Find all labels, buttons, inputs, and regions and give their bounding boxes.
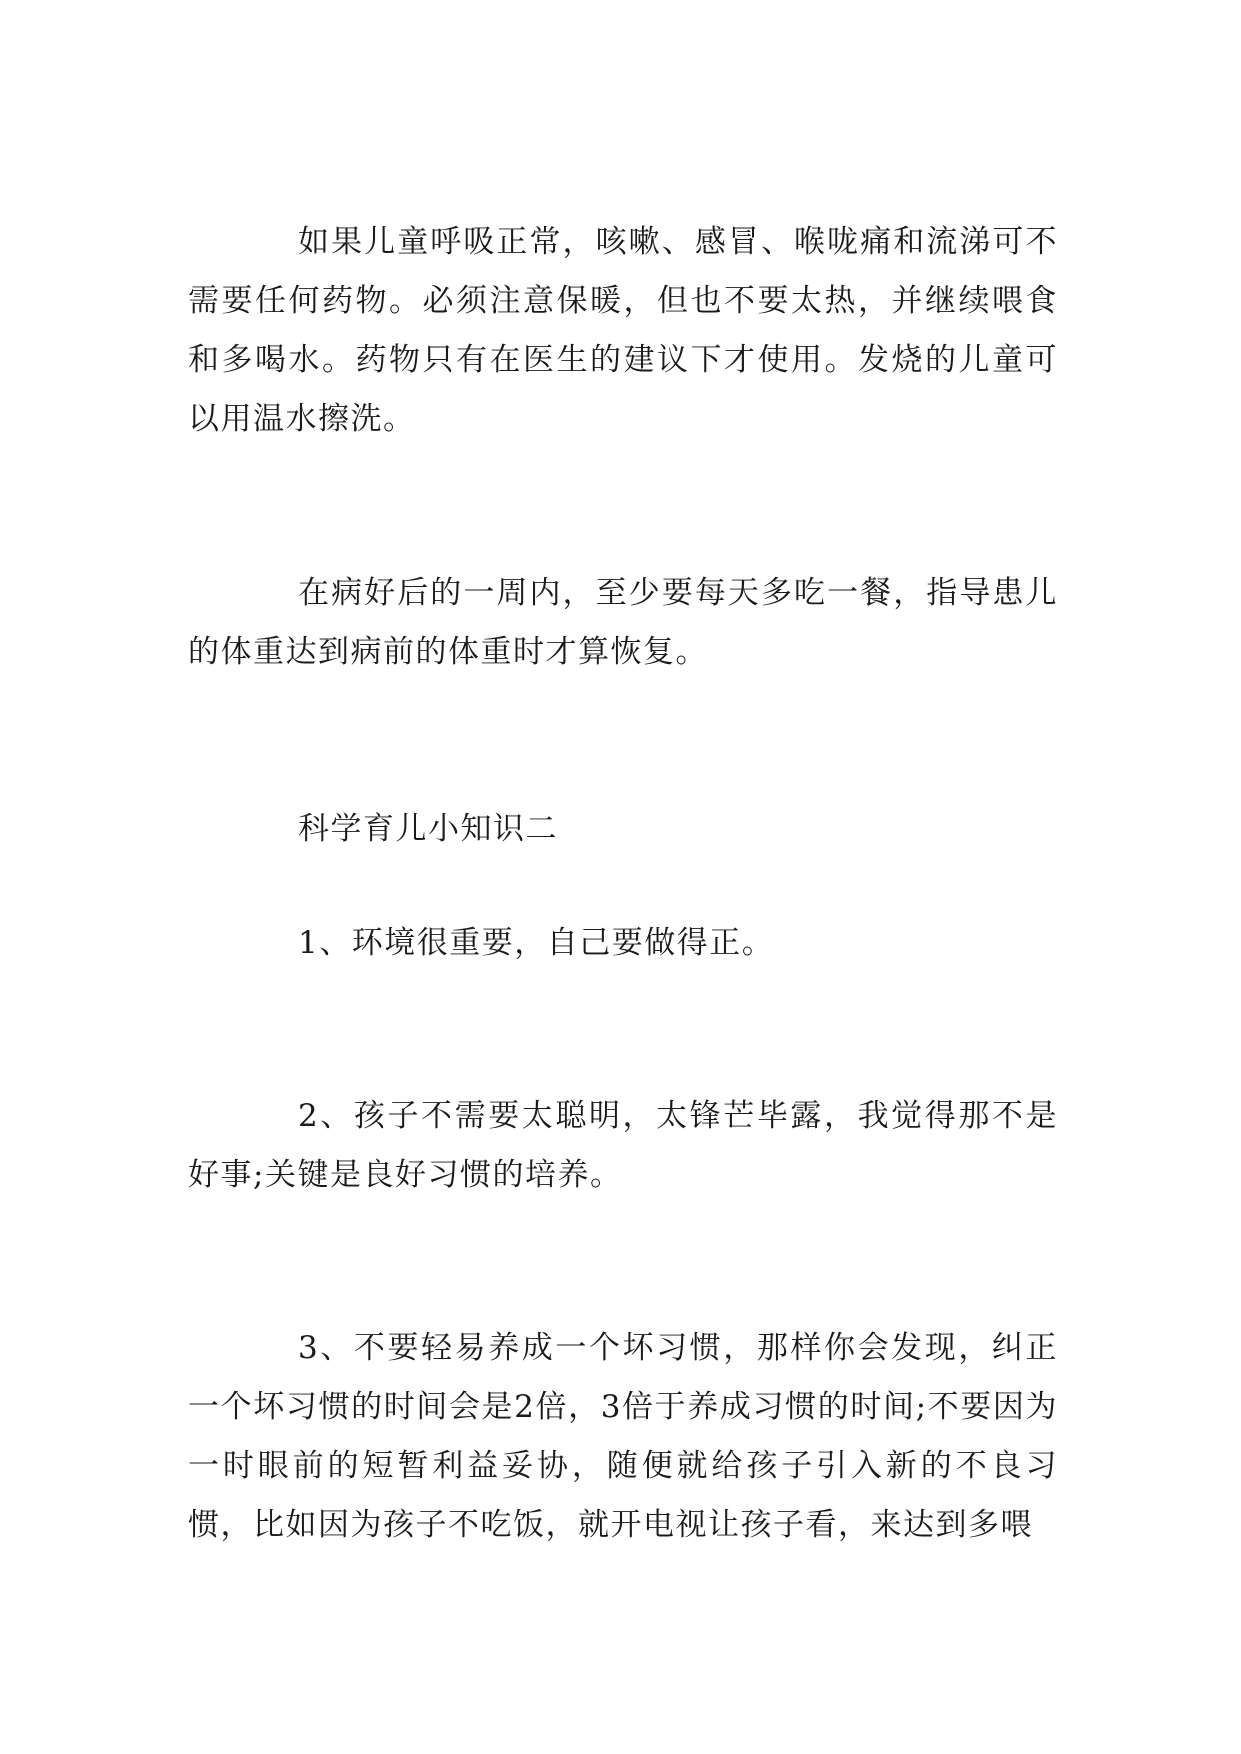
list-item-1: 1、环境很重要，自己要做得正。 <box>298 925 775 961</box>
list-item-2: 2、孩子不需要太聪明，太锋芒毕露，我觉得那不是好事;关键是良好习惯的培养。 <box>188 1098 1058 1193</box>
section-heading: 科学育儿小知识二 <box>298 811 558 847</box>
paragraph-recovery: 在病好后的一周内，至少要每天多吃一餐，指导患儿的体重达到病前的体重时才算恢复。 <box>188 575 1058 670</box>
paragraph-cold-care: 如果儿童呼吸正常，咳嗽、感冒、喉咙痛和流涕可不需要任何药物。必须注意保暖，但也不要太热，并继续喂食和多喝水。药物只有在医生的建议下才使用。发烧的儿童可以用温水擦洗。 <box>188 224 1058 437</box>
list-item-3: 3、不要轻易养成一个坏习惯，那样你会发现，纠正一个坏习惯的时间会是2倍，3倍于养成习惯的时间;不要因为一时眼前的短暂利益妥协，随便就给孩子引入新的不良习惯，比如因为孩子不吃饭，就开电视让孩子看，来达到多喂 <box>188 1330 1058 1543</box>
